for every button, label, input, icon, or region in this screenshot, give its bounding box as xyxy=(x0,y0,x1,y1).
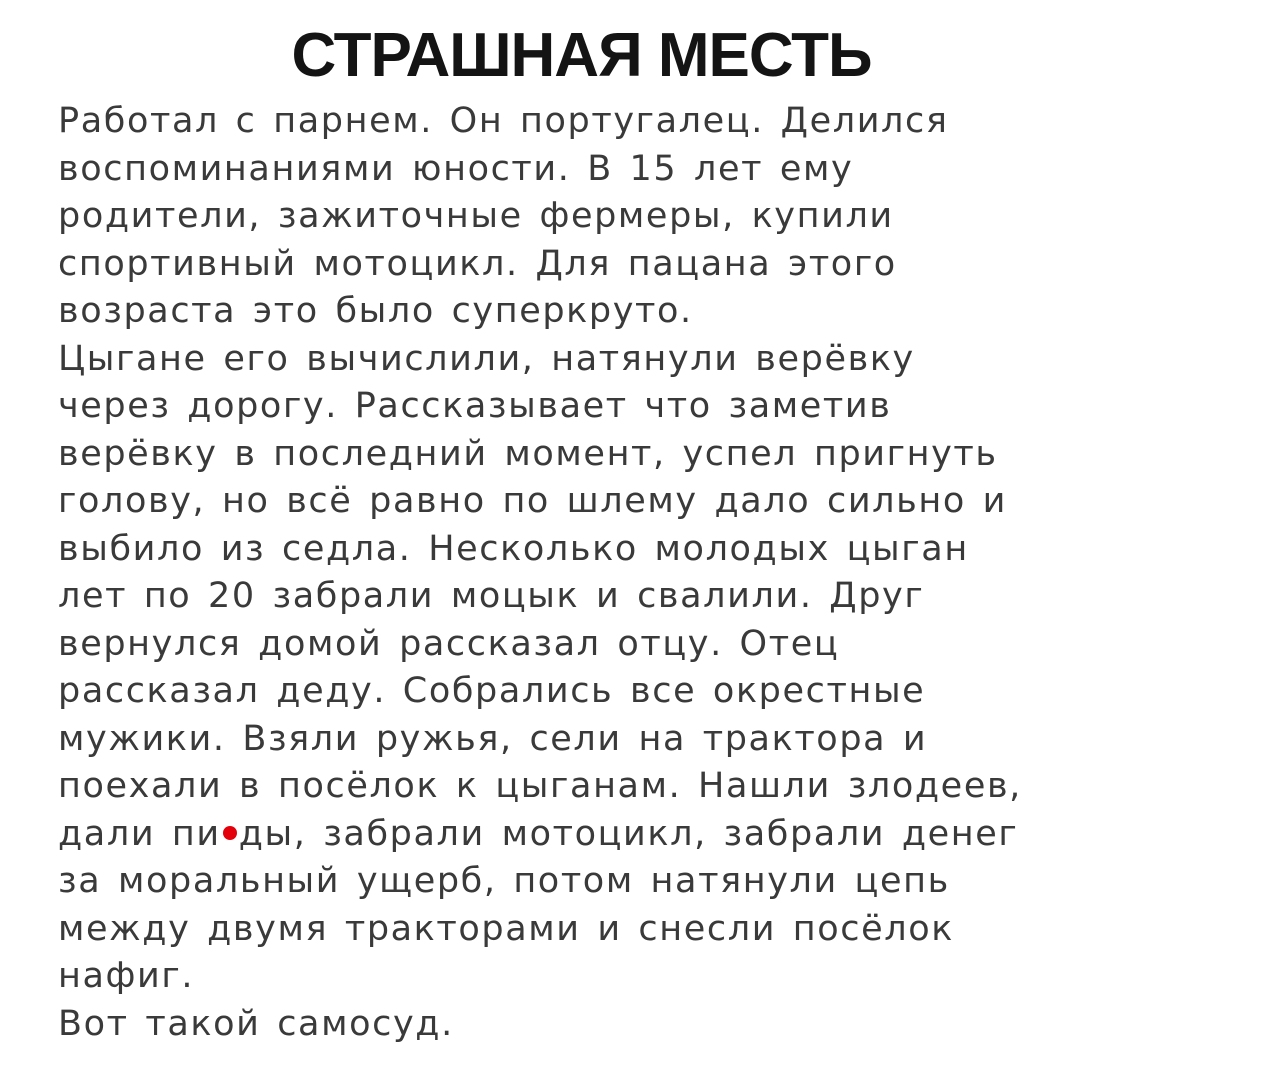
story-line: рассказал деду. Собрались все окрестные xyxy=(58,671,926,711)
story-line: воспоминаниями юности. В 15 лет ему xyxy=(58,148,854,189)
story-line: голову, но всё равно по шлему дало сильно и xyxy=(58,481,1007,521)
story-line: через дорогу. Рассказывает что заметив xyxy=(58,386,892,426)
censored-before: дали пи xyxy=(58,813,221,854)
page-title: СТРАШНАЯ МЕСТЬ xyxy=(291,21,872,90)
story-line: возраста это было суперкруто. xyxy=(58,291,693,331)
story-line: спортивный мотоцикл. Для пацана этого xyxy=(58,243,897,284)
story-text xyxy=(58,98,1238,1048)
story-line: мужики. Взяли ружья, сели на трактора и xyxy=(58,718,928,759)
story-line: лет по 20 забрали моцык и свалили. Друг xyxy=(58,576,925,616)
story-line: выбило из седла. Несколько молодых цыган xyxy=(58,528,969,569)
story-line-censored xyxy=(58,811,1238,859)
story-line: Вот такой самосуд. xyxy=(58,1003,454,1044)
story-line: нафиг. xyxy=(58,956,195,996)
story-line: верёвку в последний момент, успел пригнуть xyxy=(58,433,998,474)
censored-after: ды, забрали мотоцикл, забрали денег xyxy=(238,813,1019,854)
story-line: за моральный ущерб, потом натянули цепь xyxy=(58,861,950,901)
story-line: поехали в посёлок к цыганам. Нашли злодеев, xyxy=(58,766,1022,806)
story-line: между двумя тракторами и снесли посёлок xyxy=(58,908,954,949)
story-line: Работал с парнем. Он португалец. Делился xyxy=(58,101,949,141)
story-line: вернулся домой рассказал отцу. Отец xyxy=(58,623,840,664)
story-line: родители, зажиточные фермеры, купили xyxy=(58,196,894,236)
story-line: Цыгане его вычислили, натянули верёвку xyxy=(58,338,915,379)
censor-dot xyxy=(223,826,237,840)
